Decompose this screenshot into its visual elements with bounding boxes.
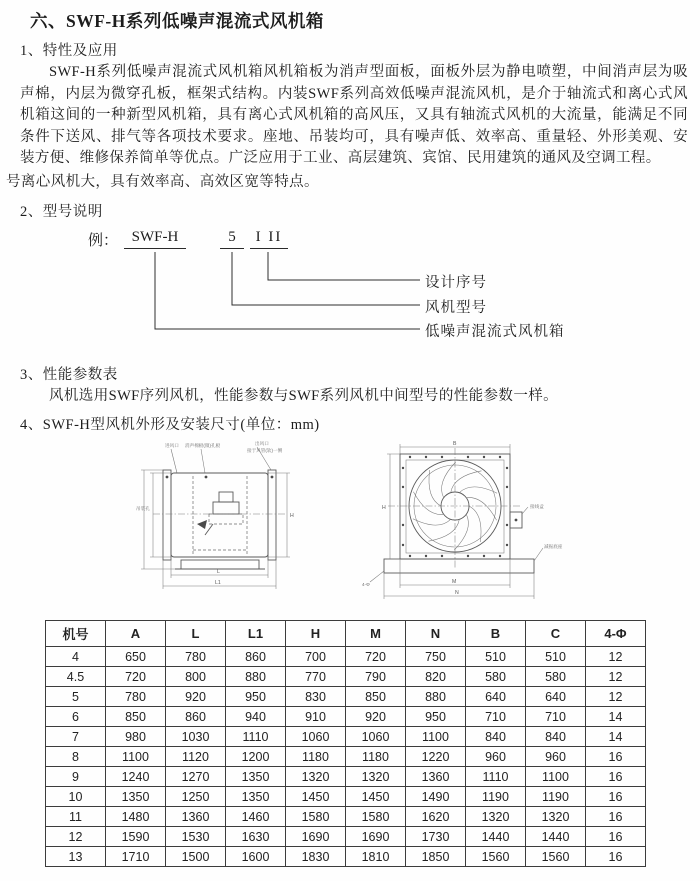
table-cell: 16 xyxy=(586,747,646,767)
table-cell: 1730 xyxy=(406,827,466,847)
table-cell: 1450 xyxy=(346,787,406,807)
table-cell: 1830 xyxy=(286,847,346,867)
table-cell: 710 xyxy=(466,707,526,727)
section2-heading: 2、型号说明 xyxy=(20,203,103,220)
table-cell: 1320 xyxy=(466,807,526,827)
table-row xyxy=(46,747,646,767)
table-cell: 1360 xyxy=(166,807,226,827)
table-cell: 8 xyxy=(46,747,106,767)
table-cell: 4.5 xyxy=(46,667,106,687)
table-cell: 5 xyxy=(46,687,106,707)
table-cell: 920 xyxy=(166,687,226,707)
section4-heading: 4、SWF-H型风机外形及安装尺寸(单位：mm) xyxy=(20,417,320,434)
table-cell: 9 xyxy=(46,767,106,787)
table-cell: 880 xyxy=(226,667,286,687)
dim-m-label: M xyxy=(452,579,457,586)
anno-inlet: 进风口 xyxy=(165,443,179,449)
table-cell: 1500 xyxy=(166,847,226,867)
table-cell: 950 xyxy=(406,707,466,727)
section3-paragraph: 风机选用SWF序列风机，性能参数与SWF系列风机中间型号的性能参数一样。 xyxy=(49,387,559,404)
table-cell: 1490 xyxy=(406,787,466,807)
table-cell: 12 xyxy=(586,647,646,667)
table-header-cell: N xyxy=(406,621,466,647)
table-cell: 1690 xyxy=(346,827,406,847)
spec-table-header-row xyxy=(46,621,646,647)
table-cell: 1850 xyxy=(406,847,466,867)
table-cell: 1200 xyxy=(226,747,286,767)
table-cell: 950 xyxy=(226,687,286,707)
table-cell: 960 xyxy=(466,747,526,767)
table-cell: 1240 xyxy=(106,767,166,787)
table-cell: 880 xyxy=(406,687,466,707)
table-cell: 640 xyxy=(466,687,526,707)
table-cell: 12 xyxy=(586,667,646,687)
page-title: 六、SWF-H系列低噪声混流式风机箱 xyxy=(30,11,324,31)
table-row xyxy=(46,687,646,707)
table-cell: 1560 xyxy=(526,847,586,867)
table-cell: 1440 xyxy=(526,827,586,847)
table-cell: 510 xyxy=(526,647,586,667)
table-cell: 1220 xyxy=(406,747,466,767)
table-cell: 1350 xyxy=(226,787,286,807)
table-cell: 510 xyxy=(466,647,526,667)
table-cell: 700 xyxy=(286,647,346,667)
table-cell: 4 xyxy=(46,647,106,667)
table-header-cell: 机号 xyxy=(46,621,106,647)
table-row xyxy=(46,787,646,807)
table-cell: 1270 xyxy=(166,767,226,787)
table-header-cell: C xyxy=(526,621,586,647)
table-cell: 780 xyxy=(106,687,166,707)
table-cell: 13 xyxy=(46,847,106,867)
table-cell: 7 xyxy=(46,727,106,747)
table-header-cell: L xyxy=(166,621,226,647)
table-cell: 1630 xyxy=(226,827,286,847)
dim-l-label: L xyxy=(217,569,220,576)
installation-drawings xyxy=(0,438,700,610)
table-cell: 16 xyxy=(586,787,646,807)
table-cell: 1320 xyxy=(346,767,406,787)
anno-outlet: 出风口 xyxy=(255,441,269,447)
spec-table-body xyxy=(46,647,646,867)
table-cell: 1590 xyxy=(106,827,166,847)
table-cell: 1320 xyxy=(286,767,346,787)
table-cell: 750 xyxy=(406,647,466,667)
table-cell: 720 xyxy=(346,647,406,667)
table-cell: 1360 xyxy=(406,767,466,787)
table-cell: 780 xyxy=(166,647,226,667)
table-cell: 720 xyxy=(106,667,166,687)
table-cell: 910 xyxy=(286,707,346,727)
table-header-cell: 4-Φ xyxy=(586,621,646,647)
table-cell: 14 xyxy=(586,727,646,747)
table-cell: 1810 xyxy=(346,847,406,867)
table-cell: 840 xyxy=(466,727,526,747)
table-cell: 1710 xyxy=(106,847,166,867)
table-row xyxy=(46,667,646,687)
table-cell: 580 xyxy=(526,667,586,687)
table-cell: 1120 xyxy=(166,747,226,767)
table-cell: 1180 xyxy=(286,747,346,767)
dim-l1-label: L1 xyxy=(215,580,221,587)
anno-junction-box: 接线盒 xyxy=(530,504,544,510)
table-row xyxy=(46,767,646,787)
table-cell: 850 xyxy=(106,707,166,727)
callout-design-serial: 设计序号 xyxy=(425,274,487,291)
table-cell: 12 xyxy=(46,827,106,847)
table-cell: 1460 xyxy=(226,807,286,827)
table-cell: 1620 xyxy=(406,807,466,827)
table-cell: 650 xyxy=(106,647,166,667)
model-code-diagram xyxy=(0,225,700,357)
dim-h2-label: H xyxy=(382,505,386,512)
table-cell: 1190 xyxy=(466,787,526,807)
model-series-code: SWF-H xyxy=(124,229,186,249)
table-row xyxy=(46,647,646,667)
dim-b-label: B xyxy=(453,441,457,448)
dim-n-label: N xyxy=(455,590,459,597)
table-cell: 1350 xyxy=(226,767,286,787)
table-cell: 6 xyxy=(46,707,106,727)
table-cell: 820 xyxy=(406,667,466,687)
section1-heading: 1、特性及应用 xyxy=(20,43,118,59)
anno-hanger-hole: 吊装孔 xyxy=(136,506,150,512)
table-cell: 1060 xyxy=(286,727,346,747)
table-header-cell: H xyxy=(286,621,346,647)
table-cell: 16 xyxy=(586,827,646,847)
model-size-code: 5 xyxy=(220,229,244,249)
dim-h-label: H xyxy=(290,513,294,520)
table-cell: 1350 xyxy=(106,787,166,807)
table-cell: 770 xyxy=(286,667,346,687)
table-header-cell: M xyxy=(346,621,406,647)
table-cell: 1100 xyxy=(526,767,586,787)
table-cell: 1110 xyxy=(466,767,526,787)
callout-fan-model: 风机型号 xyxy=(425,299,487,316)
table-row xyxy=(46,827,646,847)
table-cell: 10 xyxy=(46,787,106,807)
anno-duct-side: 接于风管(软)一侧 xyxy=(247,448,283,454)
section3-heading: 3、性能参数表 xyxy=(20,366,118,383)
anno-damper-base: 减振底座 xyxy=(544,544,563,550)
table-cell: 1110 xyxy=(226,727,286,747)
table-cell: 1100 xyxy=(106,747,166,767)
anno-panel: 消声棉板(微)孔板 xyxy=(185,443,221,449)
table-cell: 1320 xyxy=(526,807,586,827)
table-cell: 12 xyxy=(586,687,646,707)
table-cell: 1580 xyxy=(346,807,406,827)
table-cell: 940 xyxy=(226,707,286,727)
fan-box-side-view-drawing xyxy=(135,440,315,608)
table-cell: 16 xyxy=(586,847,646,867)
table-cell: 1480 xyxy=(106,807,166,827)
table-cell: 850 xyxy=(346,687,406,707)
table-row xyxy=(46,727,646,747)
table-cell: 16 xyxy=(586,807,646,827)
table-row xyxy=(46,847,646,867)
table-cell: 790 xyxy=(346,667,406,687)
table-cell: 1600 xyxy=(226,847,286,867)
dimension-spec-table xyxy=(45,620,646,867)
example-prefix: 例： xyxy=(88,232,119,249)
model-design-code: I II xyxy=(250,229,288,249)
table-cell: 980 xyxy=(106,727,166,747)
table-cell: 1440 xyxy=(466,827,526,847)
anno-mount-holes: 4-Φ xyxy=(362,582,370,588)
table-cell: 16 xyxy=(586,767,646,787)
table-cell: 860 xyxy=(226,647,286,667)
table-cell: 840 xyxy=(526,727,586,747)
table-cell: 1690 xyxy=(286,827,346,847)
table-cell: 1100 xyxy=(406,727,466,747)
table-header-cell: A xyxy=(106,621,166,647)
table-cell: 640 xyxy=(526,687,586,707)
section1-paragraph2: 号离心风机大，具有效率高、高效区宽等特点。 xyxy=(6,173,319,190)
table-cell: 580 xyxy=(466,667,526,687)
table-cell: 1580 xyxy=(286,807,346,827)
table-cell: 1180 xyxy=(346,747,406,767)
table-cell: 14 xyxy=(586,707,646,727)
table-cell: 960 xyxy=(526,747,586,767)
fan-box-front-view-drawing xyxy=(360,440,620,608)
table-cell: 1560 xyxy=(466,847,526,867)
table-cell: 1060 xyxy=(346,727,406,747)
table-cell: 1250 xyxy=(166,787,226,807)
table-cell: 1190 xyxy=(526,787,586,807)
table-header-cell: L1 xyxy=(226,621,286,647)
table-cell: 1450 xyxy=(286,787,346,807)
table-cell: 830 xyxy=(286,687,346,707)
table-cell: 11 xyxy=(46,807,106,827)
table-cell: 1030 xyxy=(166,727,226,747)
section1-paragraph: SWF-H系列低噪声混流式风机箱风机箱板为消声型面板，面板外层为静电喷塑，中间消声层为吸声棉，内层为微穿孔板，框架式结构。内装SWF系列高效低噪声混流风机，是介于轴流式和离心式风机箱这间的一种新型风机箱，具有离心式风机箱的高风压，又具有轴流式风机的大流量，能满足不同条件下送风、排气等各项技术要求。座地、吊装均可，具有噪声低、效率高、重量轻、外形美观、安装方便、维修保养简单等优点。广泛应用于工业、高层建筑、宾馆、民用建筑的通风及空调工程。 xyxy=(20,64,688,167)
table-cell: 800 xyxy=(166,667,226,687)
table-row xyxy=(46,707,646,727)
table-cell: 710 xyxy=(526,707,586,727)
table-cell: 860 xyxy=(166,707,226,727)
table-row xyxy=(46,807,646,827)
table-cell: 920 xyxy=(346,707,406,727)
table-cell: 1530 xyxy=(166,827,226,847)
table-header-cell: B xyxy=(466,621,526,647)
callout-series-name: 低噪声混流式风机箱 xyxy=(425,323,565,340)
